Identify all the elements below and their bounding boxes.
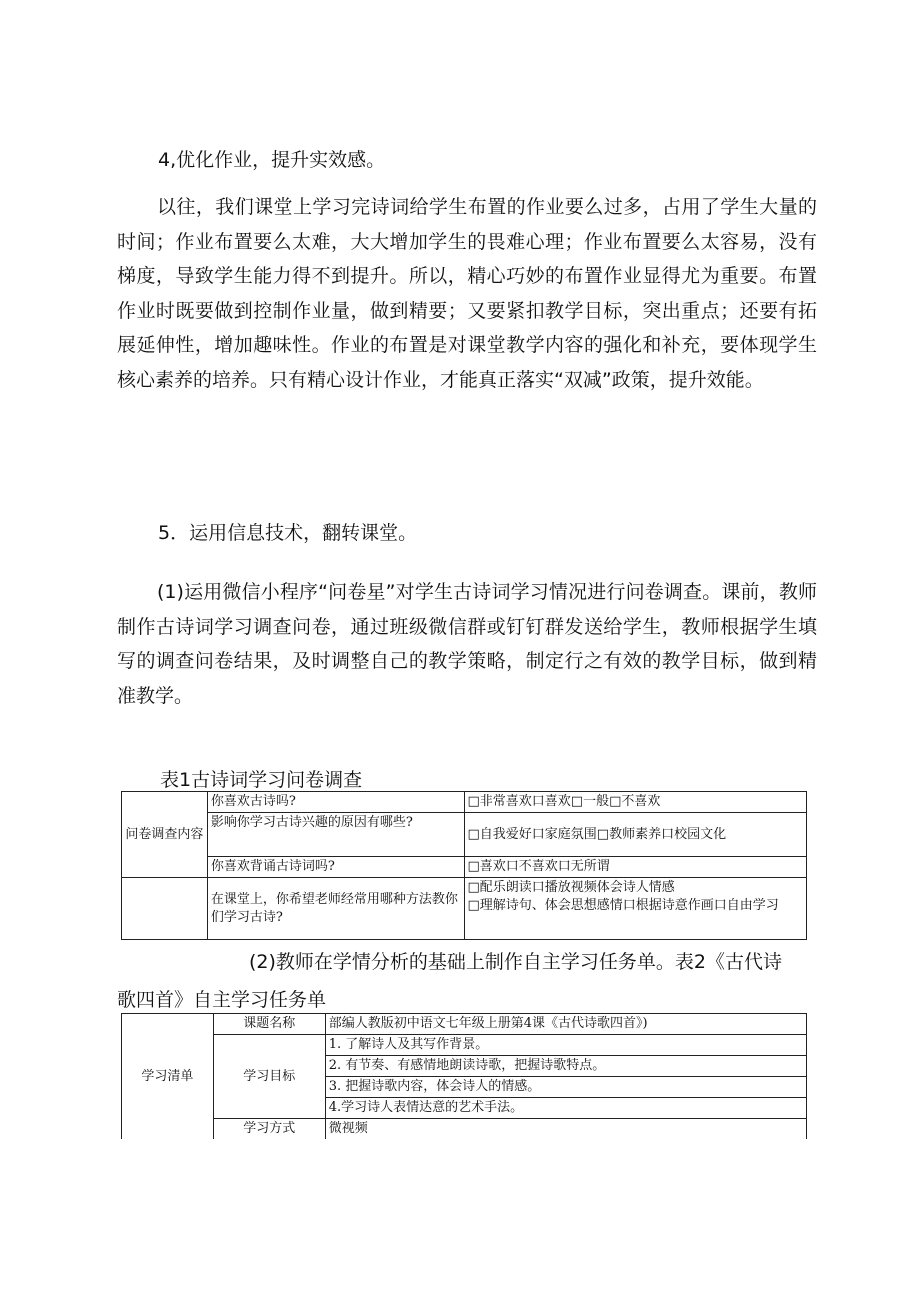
survey-table bbox=[121, 791, 807, 940]
section4-paragraph: 以往，我们课堂上学习完诗词给学生布置的作业要么过多，占用了学生大量的时间；作业布置要么太难，大大增加学生的畏难心理；作业布置要么太容易，没有梯度，导致学生能力得不到提升。所以，精心巧妙的布置作业显得尤为重要。布置作业时既要做到控制作业量，做到精要；又要紧扣教学目标，突出重点；还要有拓展延伸性，增加趣味性。作业的布置是对课堂教学内容的强化和补充，要体现学生核心素养的培养。只有精心设计作业，才能真正落实“双减”政策，提升效能。 bbox=[117, 196, 817, 391]
survey-question: 影响你学习古诗兴趣的原因有哪些? bbox=[207, 813, 464, 857]
section5-paragraph1: (1)运用微信小程序“问卷星”对学生古诗词学习情况进行问卷调查。课前，教师制作古诗词学习调查问卷，通过班级微信群或钉钉群发送给学生，教师根据学生填写的调查问卷结果，及时调整自己的教学策略，制定行之有效的教学目标，做到精准教学。 bbox=[117, 581, 817, 707]
survey-options: □非常喜欢口喜欢□一般□不喜欢 bbox=[464, 792, 807, 813]
method-label: 学习方式 bbox=[213, 1119, 325, 1140]
table-row bbox=[122, 813, 807, 857]
survey-empty-cell bbox=[122, 878, 208, 940]
method-value: 微视频 bbox=[325, 1119, 806, 1140]
goals-label: 学习目标 bbox=[213, 1035, 325, 1119]
survey-options: □喜欢口不喜欢口无所谓 bbox=[464, 857, 807, 878]
survey-options: □配乐朗读口播放视频体会诗人情感 □理解诗句、体会思想感情口根据诗意作画口自由学习 bbox=[464, 878, 807, 940]
section5-heading: 5．运用信息技术，翻转课堂。 bbox=[158, 522, 418, 544]
table-row bbox=[122, 878, 807, 940]
table-row bbox=[122, 1035, 807, 1056]
task-group-label: 学习清单 bbox=[122, 1014, 214, 1140]
section4-heading: 4,优化作业，提升实效感。 bbox=[158, 149, 386, 171]
paragraph2-line1: (2)教师在学情分析的基础上制作自主学习任务单。表2《古代诗 bbox=[249, 951, 783, 973]
goal-item: 4.学习诗人表情达意的艺术手法。 bbox=[325, 1098, 806, 1119]
paragraph2-line2: 歌四首》自主学习任务单 bbox=[117, 989, 327, 1011]
table-row bbox=[122, 792, 807, 813]
survey-question: 你喜欢古诗吗? bbox=[207, 792, 464, 813]
survey-group-label: 问卷调查内容 bbox=[122, 792, 208, 878]
goal-item: 3. 把握诗歌内容，体会诗人的情感。 bbox=[325, 1077, 806, 1098]
goal-item: 2. 有节奏、有感情地朗读诗歌，把握诗歌特点。 bbox=[325, 1056, 806, 1077]
table-row bbox=[122, 857, 807, 878]
table1-caption: 表1古诗词学习问卷调查 bbox=[160, 769, 363, 791]
goal-item: 1. 了解诗人及其写作背景。 bbox=[325, 1035, 806, 1056]
table-row bbox=[122, 1014, 807, 1035]
survey-options: □自我爱好口家庭氛围□教师素养口校园文化 bbox=[464, 813, 807, 857]
topic-value: 部编人教版初中语文七年级上册第4课《古代诗歌四首》) bbox=[325, 1014, 806, 1035]
task-table bbox=[121, 1013, 807, 1139]
table-row bbox=[122, 1119, 807, 1140]
topic-label: 课题名称 bbox=[213, 1014, 325, 1035]
survey-question: 在课堂上，你希望老师经常用哪种方法教你们学习古诗? bbox=[207, 878, 464, 940]
survey-question: 你喜欢背诵古诗词吗? bbox=[207, 857, 464, 878]
